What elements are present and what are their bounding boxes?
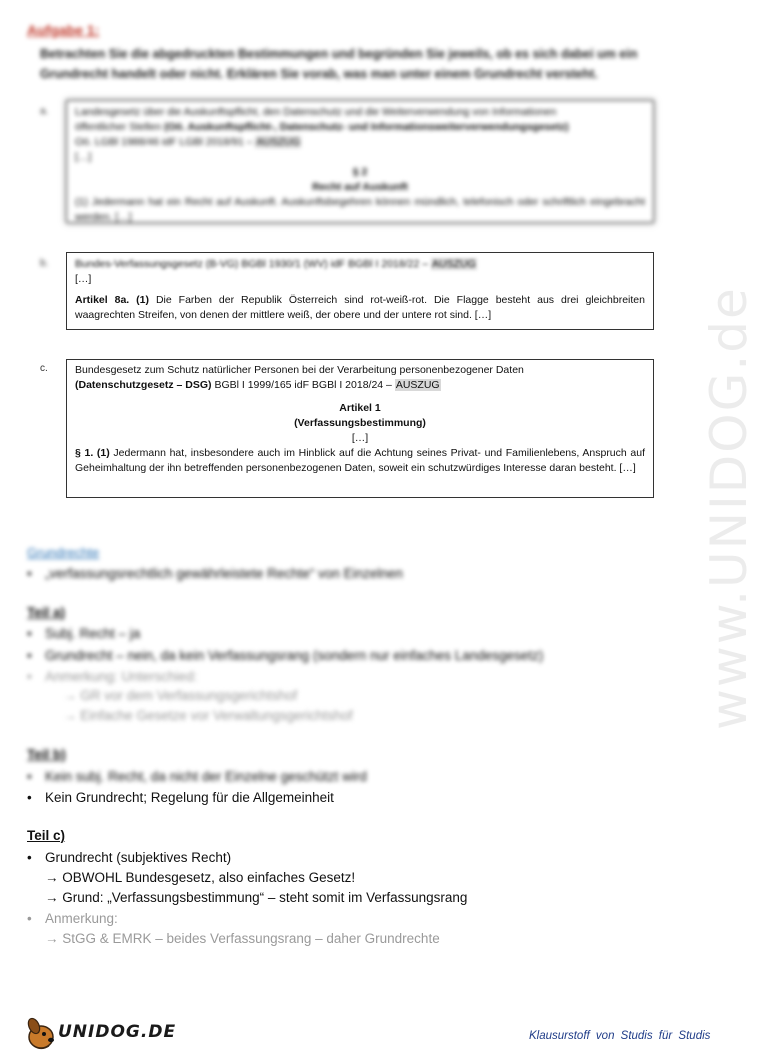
teil-a-bullet-1: • Subj. Recht – ja (27, 626, 141, 641)
item-c-letter: c. (40, 363, 48, 374)
item-c-ellipsis: […] (351, 432, 369, 444)
teil-a-arrow-2: → Einfache Gesetze vor Verwaltungsgerichtshof (63, 708, 353, 723)
teil-c-note: • Anmerkung: (27, 911, 118, 926)
teil-c-arrow-2: → Grund: „Verfassungsbestimmung“ – steht somit im Verfassungsrang (45, 890, 468, 905)
item-c-article: Artikel 1 (339, 402, 381, 414)
item-b-ellipsis: […] (75, 273, 92, 285)
teil-c-arrow-1: → OBWOHL Bundesgesetz, also einfaches Gesetz! (45, 870, 356, 885)
teil-c-arrow-3: → StGG & EMRK – beides Verfassungsrang – daher Grundrechte (45, 931, 440, 946)
item-a-letter: a. (40, 106, 49, 117)
grundrechte-title: Grundrechte (27, 545, 100, 560)
teil-c-title: Teil c) (27, 828, 66, 843)
item-a-line1: Landesgesetz über die Auskunftspflicht, den Datenschutz und die Weiterverwendung von Informationen (75, 106, 557, 118)
teil-a-note: • Anmerkung: Unterschied: (27, 669, 198, 684)
grundrechte-definition: • „verfassungsrechtlich gewährleistete Rechte“ von Einzelnen (27, 566, 403, 581)
teil-a-arrow-1: → GR vor dem Verfassungsgerichtshof (63, 688, 298, 703)
teil-c-bullet-1: • Grundrecht (subjektives Recht) (27, 850, 232, 865)
item-a-box (66, 100, 654, 223)
item-a-ellipsis: […] (75, 151, 92, 163)
task-title: Aufgabe 1: (27, 22, 100, 38)
teil-b-title: Teil b) (27, 747, 66, 762)
item-b-article: Artikel 8a. (1) Die Farben der Republik Österreich sind rot-weiß-rot. Die Flagge besteht aus drei gleichbreiten waagrechten Streifen, von denen der mittlere weiß, der obere und der untere rot sind. […] (75, 294, 645, 321)
item-a-text: (1) Jedermann hat ein Recht auf Auskunft. Auskunftsbegehren können mündlich, telefonisch oder schriftlich eingebracht werden. […] (75, 196, 645, 223)
teil-b-bullet-2: • Kein Grundrecht; Regelung für die Allgemeinheit (27, 790, 334, 805)
watermark: www.UNIDOG.de (700, 286, 758, 730)
item-a-section-title: Recht auf Auskunft (312, 181, 408, 193)
item-a-line3: Oö. LGBl 1988/46 idF LGBl 2018/91 – AUSZUG (75, 136, 301, 148)
teil-a-bullet-2: • Grundrecht – nein, da kein Verfassungsrang (sondern nur einfaches Landesgesetz) (27, 648, 544, 663)
item-b-header: Bundes-Verfassungsgesetz (B-VG) BGBl 1930/1 (WV) idF BGBl I 2018/22 – AUSZUG (75, 258, 476, 270)
item-a-line2: öffentlicher Stellen (Oö. Auskunftspflicht-, Datenschutz- und Informationsweiterverwendungsgesetz) (75, 121, 569, 133)
item-b-letter: b. (40, 258, 49, 269)
teil-a-title: Teil a) (27, 605, 66, 620)
item-b-box (66, 252, 654, 330)
teil-b-bullet-1: • Kein subj. Recht, da nicht der Einzelne geschützt wird (27, 769, 367, 784)
item-c-box (66, 359, 654, 498)
item-c-line1: Bundesgesetz zum Schutz natürlicher Personen bei der Verarbeitung personenbezogener Daten (75, 364, 524, 376)
item-c-paragraph: § 1. (1) Jedermann hat, insbesondere auch im Hinblick auf die Achtung seines Privat- und Familienlebens, Anspruch auf Geheimhaltung der ihn betreffenden personenbezogenen Daten, soweit ein schutzwürdiges Interesse daran besteht. […] (75, 447, 645, 474)
footer-tagline: Klausurstoff von Studis für Studis (529, 1030, 711, 1042)
item-c-line2: (Datenschutzgesetz – DSG) BGBl I 1999/165 idF BGBl I 2018/24 – AUSZUG (75, 379, 440, 391)
item-a-section: § 2 (352, 166, 368, 178)
item-c-article-title: (Verfassungsbestimmung) (294, 417, 426, 429)
task-instructions: Betrachten Sie die abgedruckten Bestimmungen und begründen Sie jeweils, ob es sich dabei um ein Grundrecht handelt oder nicht. Erklären Sie vorab, was man unter einem Grundrecht versteht. (40, 47, 638, 81)
dog-icon (26, 1017, 54, 1049)
logo-text: UNIDOG.DE (58, 1022, 177, 1042)
